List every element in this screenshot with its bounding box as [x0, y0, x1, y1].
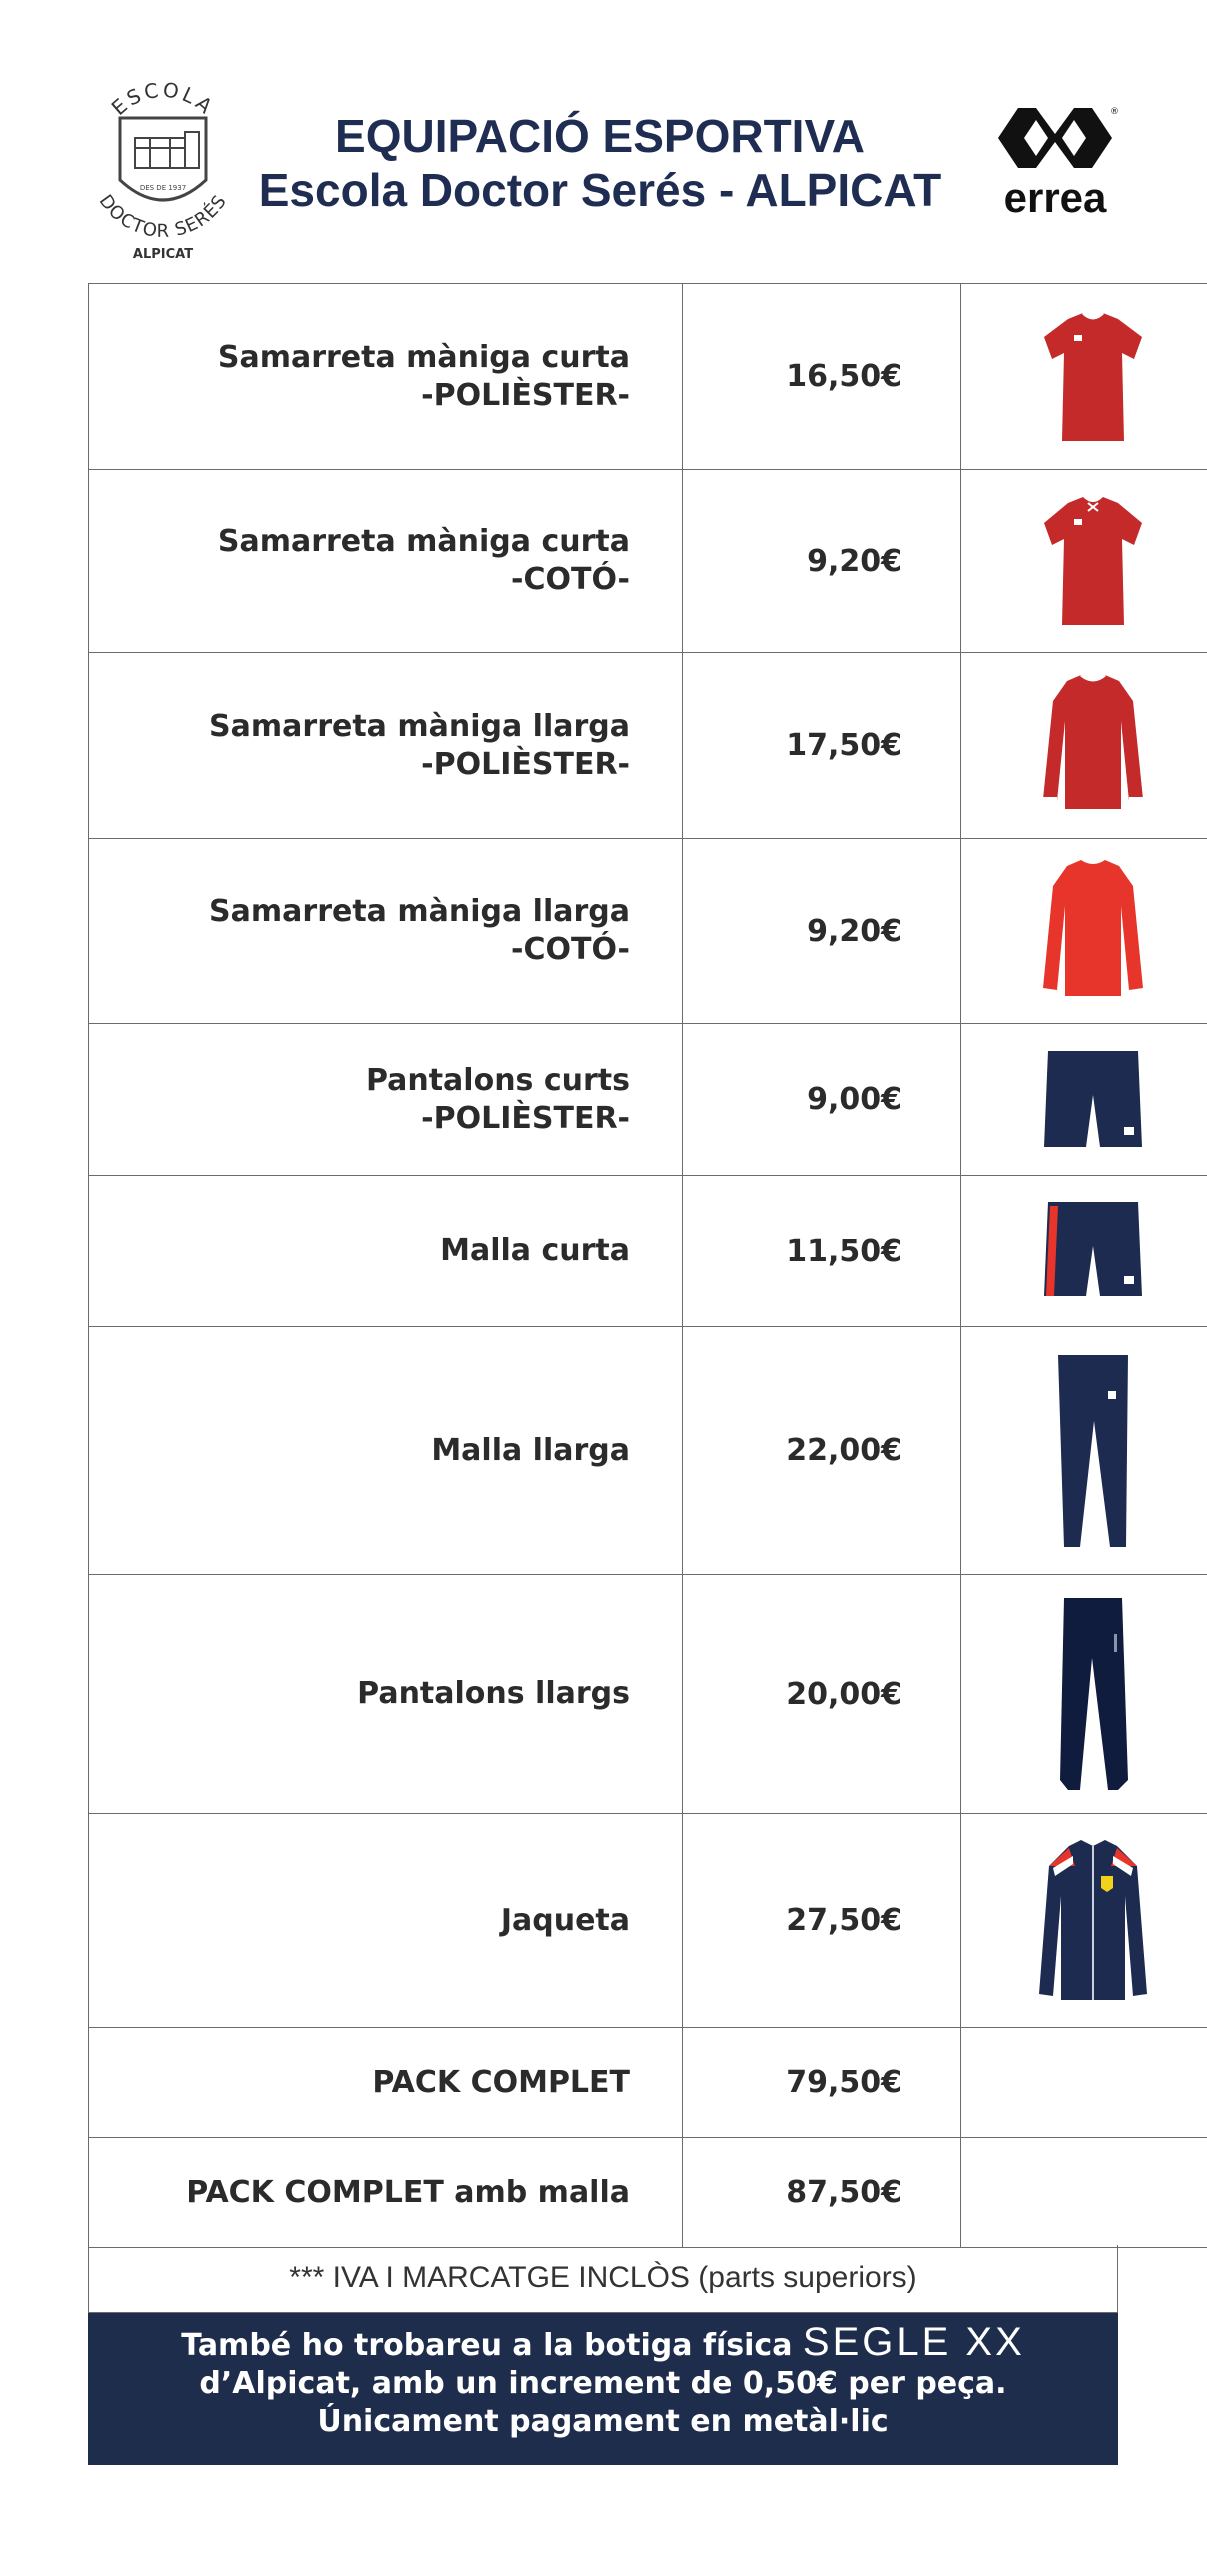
- table-row: [89, 1176, 1207, 1327]
- product-name-line1: PACK COMPLET amb malla: [186, 2174, 630, 2210]
- navy-long-trousers-icon: [961, 1575, 1207, 1814]
- product-name-line1: PACK COMPLET: [372, 2064, 630, 2100]
- product-name-line2: -COTÓ-: [511, 932, 630, 967]
- product-name-line2: -POLIÈSTER-: [421, 746, 630, 782]
- product-name-line2: -POLIÈSTER-: [421, 377, 630, 413]
- banner-line-2: d’Alpicat, amb un increment de 0,50€ per peça.: [199, 2366, 1007, 2401]
- product-name: [89, 284, 683, 470]
- page-title: [250, 110, 950, 218]
- banner-line-1: [88, 2320, 1118, 2365]
- table-row: [89, 1327, 1207, 1575]
- errea-logo: [990, 100, 1120, 220]
- product-name-line1: Samarreta màniga curta: [217, 339, 630, 375]
- school-logo-bottom-text: DOCTOR SERÉS: [94, 190, 232, 242]
- table-row: [89, 1575, 1207, 1814]
- product-name-line2: -POLIÈSTER-: [421, 1100, 630, 1136]
- product-name-line1: Malla llarga: [431, 1432, 630, 1468]
- school-logo-since: DES DE 1937: [139, 184, 187, 192]
- product-price: 9,00€: [683, 1024, 961, 1176]
- product-price: 27,50€: [683, 1814, 961, 2028]
- school-logo-town: ALPICAT: [132, 247, 194, 262]
- product-name: [89, 2028, 683, 2138]
- red-cotton-tshirt-icon: [961, 470, 1207, 653]
- product-name: [89, 1327, 683, 1575]
- table-row: [89, 284, 1207, 470]
- product-name-line1: Pantalons curts: [365, 1062, 630, 1098]
- product-price: 11,50€: [683, 1176, 961, 1327]
- product-name: [89, 1575, 683, 1814]
- product-price: 9,20€: [683, 470, 961, 653]
- product-name: [89, 653, 683, 839]
- product-name: [89, 2138, 683, 2248]
- product-name-line1: Samarreta màniga curta: [217, 524, 630, 559]
- empty-image-cell: [961, 2138, 1207, 2248]
- product-name-line1: Jaqueta: [500, 1902, 630, 1938]
- product-name: [89, 1024, 683, 1176]
- product-name-line1: Pantalons llargs: [357, 1676, 630, 1711]
- navy-jacket-icon: [961, 1814, 1207, 2028]
- school-logo-top-text: ESCOLA: [106, 77, 220, 121]
- navy-long-tights-icon: [961, 1327, 1207, 1575]
- product-price: 16,50€: [683, 284, 961, 470]
- product-price: 87,50€: [683, 2138, 961, 2248]
- table-row: [89, 1024, 1207, 1176]
- banner-line-1-text: També ho trobareu a la botiga física: [181, 2328, 793, 2363]
- product-price: 9,20€: [683, 839, 961, 1024]
- table-row: [89, 1814, 1207, 2028]
- navy-shorts-icon: [961, 1024, 1207, 1176]
- banner-line-3: Únicament pagament en metàl·lic: [317, 2404, 889, 2439]
- errea-wordmark: errea: [1003, 174, 1107, 220]
- product-name: [89, 1814, 683, 2028]
- page-header: [0, 0, 1207, 280]
- empty-image-cell: [961, 2028, 1207, 2138]
- table-row: [89, 470, 1207, 653]
- store-name: SEGLE XX: [802, 2320, 1025, 2364]
- product-price: 79,50€: [683, 2028, 961, 2138]
- title-line-1: EQUIPACIÓ ESPORTIVA: [335, 110, 865, 162]
- title-line-2: Escola Doctor Serés - ALPICAT: [258, 164, 942, 216]
- red-polyester-tshirt-icon: [961, 284, 1207, 470]
- school-logo: [80, 70, 245, 270]
- navy-short-tights-icon: [961, 1176, 1207, 1327]
- product-name: [89, 1176, 683, 1327]
- product-name-line1: Samarreta màniga llarga: [209, 894, 630, 929]
- product-name-line1: Malla curta: [440, 1233, 630, 1268]
- red-cotton-longsleeve-icon: [961, 839, 1207, 1024]
- svg-text:ESCOLA: [107, 77, 220, 120]
- table-row: [89, 2138, 1207, 2248]
- product-name-line1: Samarreta màniga llarga: [209, 708, 630, 744]
- vat-footnote: *** IVA I MARCATGE INCLÒS (parts superiors): [88, 2245, 1118, 2313]
- table-row: [89, 839, 1207, 1024]
- table-row: [89, 2028, 1207, 2138]
- product-price: 17,50€: [683, 653, 961, 839]
- product-name: [89, 470, 683, 653]
- product-price: 20,00€: [683, 1575, 961, 1814]
- product-name-line2: -COTÓ-: [511, 562, 630, 597]
- products-table: [88, 283, 1207, 2248]
- product-name: [89, 839, 683, 1024]
- errea-registered-mark: ®: [1110, 107, 1119, 117]
- store-banner: [88, 2313, 1118, 2465]
- table-row: [89, 653, 1207, 839]
- red-polyester-longsleeve-icon: [961, 653, 1207, 839]
- product-price: 22,00€: [683, 1327, 961, 1575]
